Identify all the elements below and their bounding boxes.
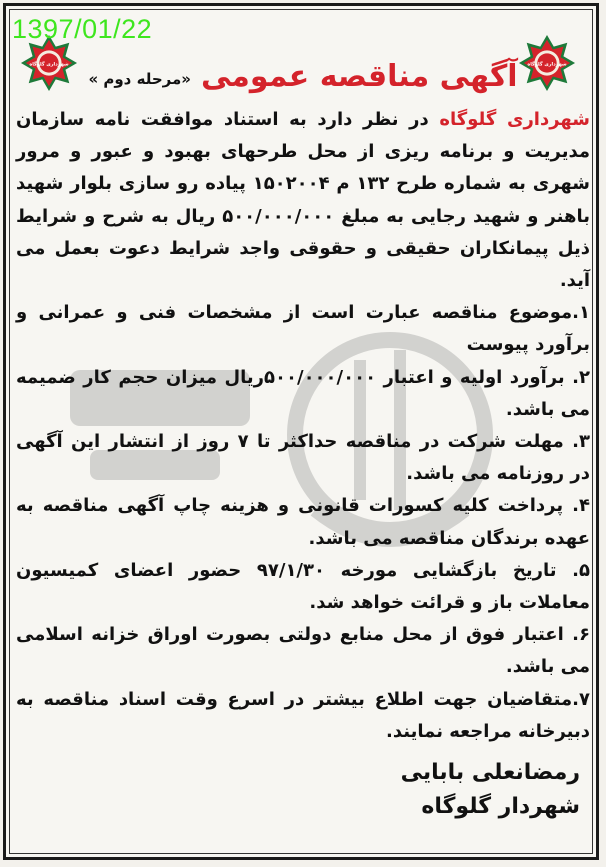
list-item: ۲. برآورد اولیه و اعتبار ۵۰۰/۰۰۰/۰۰۰ریال میزان حجم کار ضمیمه می باشد.: [16, 366, 590, 420]
notice-title: آگهی مناقصه عمومی: [200, 58, 518, 94]
seal-star-shape: [519, 35, 575, 91]
signatory-role: شهردار گلوگاه: [421, 794, 580, 819]
signature-block: [401, 756, 580, 824]
list-item: ۵. تاریخ بازگشایی مورخه ۹۷/۱/۳۰ حضور اعضای کمیسیون معاملات باز و قرائت خواهد شد.: [16, 559, 591, 614]
seal-label: شهرداری گلوگاه: [527, 62, 567, 68]
signatory-name: رمضانعلی بابایی: [400, 760, 580, 785]
intro-organization: شهرداری گلوگاه: [439, 109, 590, 130]
municipality-seal-right: [518, 34, 576, 92]
date-stamp: 1397/01/22: [12, 14, 153, 44]
list-item: ۳. مهلت شرکت در مناقصه حداکثر تا ۷ روز از انتشار این آگهی در روزنامه می باشد.: [16, 431, 590, 485]
intro-paragraph: [16, 104, 590, 297]
intro-text: در نظر دارد به استناد موافقت نامه سازمان مدیریت و برنامه ریزی از محل طرحهای بهبود و عبور و مرور شهری به شماره طرح ۱۳۲ م ۱۵۰۲۰۰۴ پیاده رو سازی بلوار شهید باهنر و شهید رجایی به مبلغ ۵۰۰/۰۰۰/۰۰۰ ریال به شرح و شرایط ذیل پیمانکاران حقیقی و حقوقی واجد شرایط دعوت بعمل می آید.: [16, 109, 590, 292]
notice-header: [80, 48, 526, 104]
notice-subtitle: «مرحله دوم »: [88, 70, 191, 88]
notice-body: [16, 104, 590, 748]
list-item: ۱.موضوع مناقصه عبارت است از مشخصات فنی و عمرانی و برآورد پیوست: [16, 302, 590, 356]
list-item: ۷.متقاضیان جهت اطلاع بیشتر در اسرع وقت اسناد مناقصه به دبیرخانه مراجعه نمایند.: [16, 688, 590, 742]
seal-label: شهرداری گلوگاه: [29, 62, 69, 68]
list-item: ۴. پرداخت کلیه کسورات قانونی و هزینه چاپ آگهی مناقصه به عهده برندگان مناقصه می باشد.: [16, 495, 590, 549]
list-item: ۶. اعتبار فوق از محل منابع دولتی بصورت اوراق خزانه اسلامی می باشد.: [16, 624, 590, 678]
